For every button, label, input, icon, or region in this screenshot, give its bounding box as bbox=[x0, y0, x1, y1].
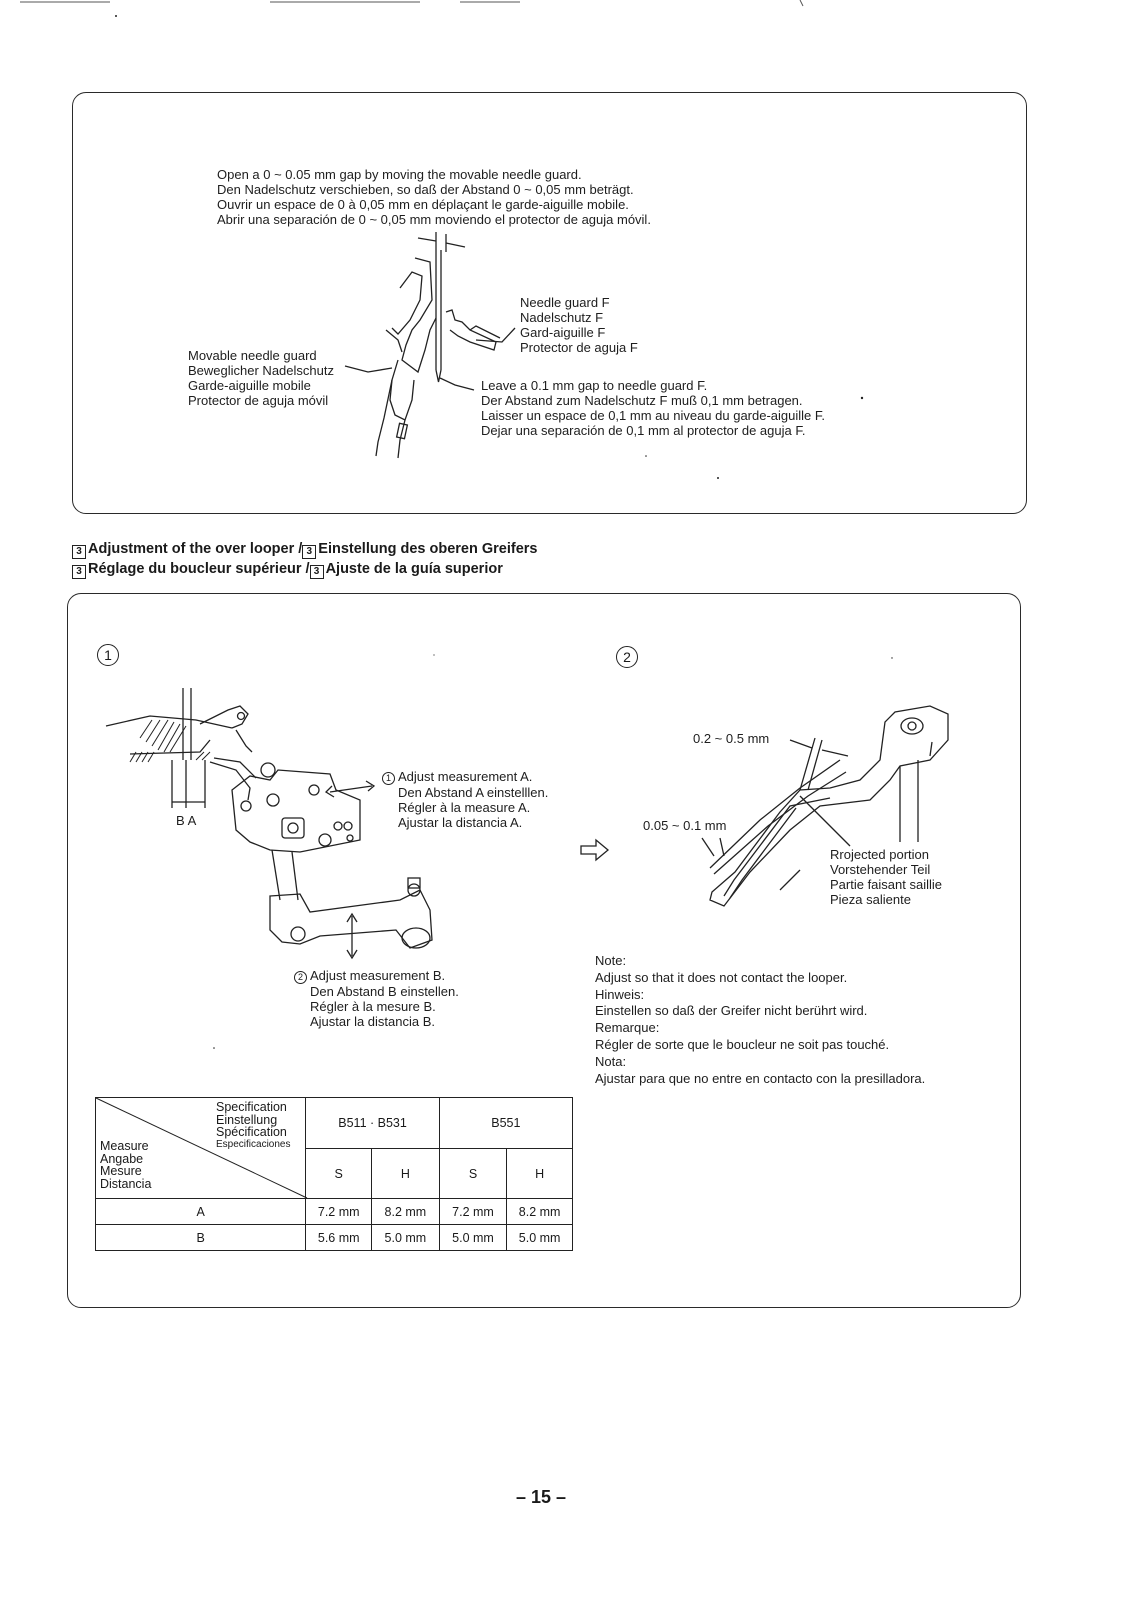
heading-es: Ajuste de la guía superior bbox=[325, 561, 503, 577]
label-en: Rrojected portion bbox=[830, 847, 929, 862]
text: Adjust measurement B. bbox=[310, 968, 446, 983]
measure-fr: Mesure bbox=[100, 1164, 142, 1178]
needle-guard-f-label bbox=[520, 295, 638, 355]
circled-number: 2 bbox=[294, 971, 307, 984]
dim-top-label bbox=[693, 731, 769, 746]
heading-line-2 bbox=[72, 559, 537, 579]
projected-portion-label bbox=[830, 847, 942, 907]
heading-en: Adjustment of the over looper / bbox=[88, 541, 303, 557]
adjust-a-en bbox=[382, 769, 548, 785]
note-block bbox=[595, 953, 925, 1087]
adjust-a-de: Den Abstand A einstelllen. bbox=[398, 785, 549, 800]
label-de: Nadelschutz F bbox=[520, 310, 604, 325]
label-en: Movable needle guard bbox=[188, 348, 317, 363]
label-fr: Partie faisant saillie bbox=[830, 877, 942, 892]
label-de: Vorstehender Teil bbox=[830, 862, 931, 877]
heading-line-1 bbox=[72, 539, 537, 559]
spec-table bbox=[95, 1097, 573, 1251]
measure-de: Angabe bbox=[100, 1151, 144, 1166]
adjust-b-de: Den Abstand B einstellen. bbox=[310, 984, 459, 999]
spec-header bbox=[216, 1101, 290, 1151]
row-value: 5.0 mm bbox=[439, 1225, 507, 1251]
note-text-es: Ajustar para que no entre en contacto con la presilladora. bbox=[595, 1070, 926, 1086]
heading-de: Einstellung des oberen Greifers bbox=[318, 541, 538, 557]
adjust-b-fr: Régler à la mesure B. bbox=[310, 999, 436, 1014]
row-value: 7.2 mm bbox=[306, 1199, 372, 1225]
circled-number: 1 bbox=[97, 644, 119, 666]
sub-header-h: H bbox=[372, 1149, 440, 1199]
measure-es: Distancia bbox=[100, 1176, 152, 1191]
section-number-box: 3 bbox=[72, 545, 86, 559]
sub-header-s: S bbox=[439, 1149, 507, 1199]
label-de: Der Abstand zum Nadelschutz F muß 0,1 mm betragen. bbox=[481, 393, 803, 408]
figure-2-marker bbox=[616, 646, 638, 668]
note-text-de: Einstellen so daß der Greifer nicht berührt wird. bbox=[595, 1003, 868, 1019]
table-row bbox=[96, 1225, 573, 1251]
gap-instruction bbox=[217, 167, 651, 227]
measure-header bbox=[100, 1140, 151, 1190]
table-row bbox=[96, 1199, 573, 1225]
row-measure: B bbox=[96, 1225, 306, 1251]
label-de: Beweglicher Nadelschutz bbox=[188, 363, 334, 378]
adjust-b-es: Ajustar la distancia B. bbox=[310, 1014, 436, 1029]
instruction-es: Abrir una separación de 0 ~ 0,05 mm moviendo el protector de aguja móvil. bbox=[217, 212, 651, 227]
label-es: Protector de aguja móvil bbox=[188, 393, 329, 408]
row-value: 5.0 mm bbox=[507, 1225, 573, 1251]
row-value: 7.2 mm bbox=[439, 1199, 507, 1225]
section-number-box: 3 bbox=[72, 565, 86, 579]
label-es: Dejar una separación de 0,1 mm al protector de aguja F. bbox=[481, 423, 806, 438]
dim-text: 0.2 ~ 0.5 mm bbox=[693, 731, 770, 746]
ba-labels bbox=[176, 813, 196, 828]
note-text-fr: Régler de sorte que le boucleur ne soit pas touché. bbox=[595, 1036, 890, 1052]
label-fr: Gard-aiguille F bbox=[520, 325, 606, 340]
text: Adjust measurement A. bbox=[398, 769, 533, 784]
instruction-de: Den Nadelschutz verschieben, so daß der Abstand 0 ~ 0,05 mm beträgt. bbox=[217, 182, 634, 197]
row-value: 8.2 mm bbox=[507, 1199, 573, 1225]
adjust-a-es: Ajustar la distancia A. bbox=[398, 815, 523, 830]
label-es: Pieza saliente bbox=[830, 892, 911, 907]
note-label-fr: Remarque: bbox=[595, 1020, 660, 1036]
spec-fr: Spécification bbox=[216, 1125, 287, 1139]
note-label-en: Note: bbox=[595, 953, 627, 968]
adjust-b-en bbox=[294, 968, 459, 984]
dim-text: 0.05 ~ 0.1 mm bbox=[643, 818, 727, 833]
note-label-es: Nota: bbox=[595, 1053, 627, 1069]
spec-es: Especificaciones bbox=[216, 1138, 291, 1150]
heading-fr: Réglage du boucleur supérieur / bbox=[88, 561, 310, 577]
spec-en: Specification bbox=[216, 1100, 287, 1114]
measure-en: Measure bbox=[100, 1139, 149, 1153]
movable-needle-guard-label bbox=[188, 348, 334, 408]
leave-gap-label bbox=[481, 378, 825, 438]
header-diagonal-cell bbox=[96, 1098, 306, 1199]
row-value: 5.6 mm bbox=[306, 1225, 372, 1251]
adjust-a-fr: Régler à la measure A. bbox=[398, 800, 531, 815]
row-value: 5.0 mm bbox=[372, 1225, 440, 1251]
model-header-b511-b531: B511 · B531 bbox=[306, 1098, 439, 1149]
figure-1-marker bbox=[97, 644, 119, 666]
circled-number: 1 bbox=[382, 772, 395, 785]
label-fr: Laisser un espace de 0,1 mm au niveau du garde-aiguille F. bbox=[481, 408, 825, 423]
instruction-fr: Ouvrir un espace de 0 à 0,05 mm en déplaçant le garde-aiguille mobile. bbox=[217, 197, 629, 212]
dim-left-label bbox=[643, 818, 726, 833]
section-number-box: 3 bbox=[310, 565, 324, 579]
adjust-a-label bbox=[382, 769, 548, 830]
sub-header-h: H bbox=[507, 1149, 573, 1199]
ba-text: B A bbox=[176, 813, 197, 828]
note-label-de: Hinweis: bbox=[595, 986, 645, 1002]
note-text-en: Adjust so that it does not contact the looper. bbox=[595, 969, 848, 985]
adjust-b-label bbox=[294, 968, 459, 1029]
sub-header-s: S bbox=[306, 1149, 372, 1199]
page-number: – 15 – bbox=[516, 1487, 567, 1507]
label-en: Leave a 0.1 mm gap to needle guard F. bbox=[481, 378, 708, 393]
scan-edge-marks bbox=[0, 0, 1132, 20]
label-es: Protector de aguja F bbox=[520, 340, 638, 355]
label-fr: Garde-aiguille mobile bbox=[188, 378, 311, 393]
section-number-box: 3 bbox=[302, 545, 316, 559]
section-heading bbox=[72, 539, 537, 579]
spec-de: Einstellung bbox=[216, 1112, 278, 1127]
row-measure: A bbox=[96, 1199, 306, 1225]
row-value: 8.2 mm bbox=[372, 1199, 440, 1225]
instruction-en: Open a 0 ~ 0.05 mm gap by moving the movable needle guard. bbox=[217, 167, 582, 182]
model-header-b551: B551 bbox=[439, 1098, 572, 1149]
label-en: Needle guard F bbox=[520, 295, 610, 310]
circled-number: 2 bbox=[616, 646, 638, 668]
